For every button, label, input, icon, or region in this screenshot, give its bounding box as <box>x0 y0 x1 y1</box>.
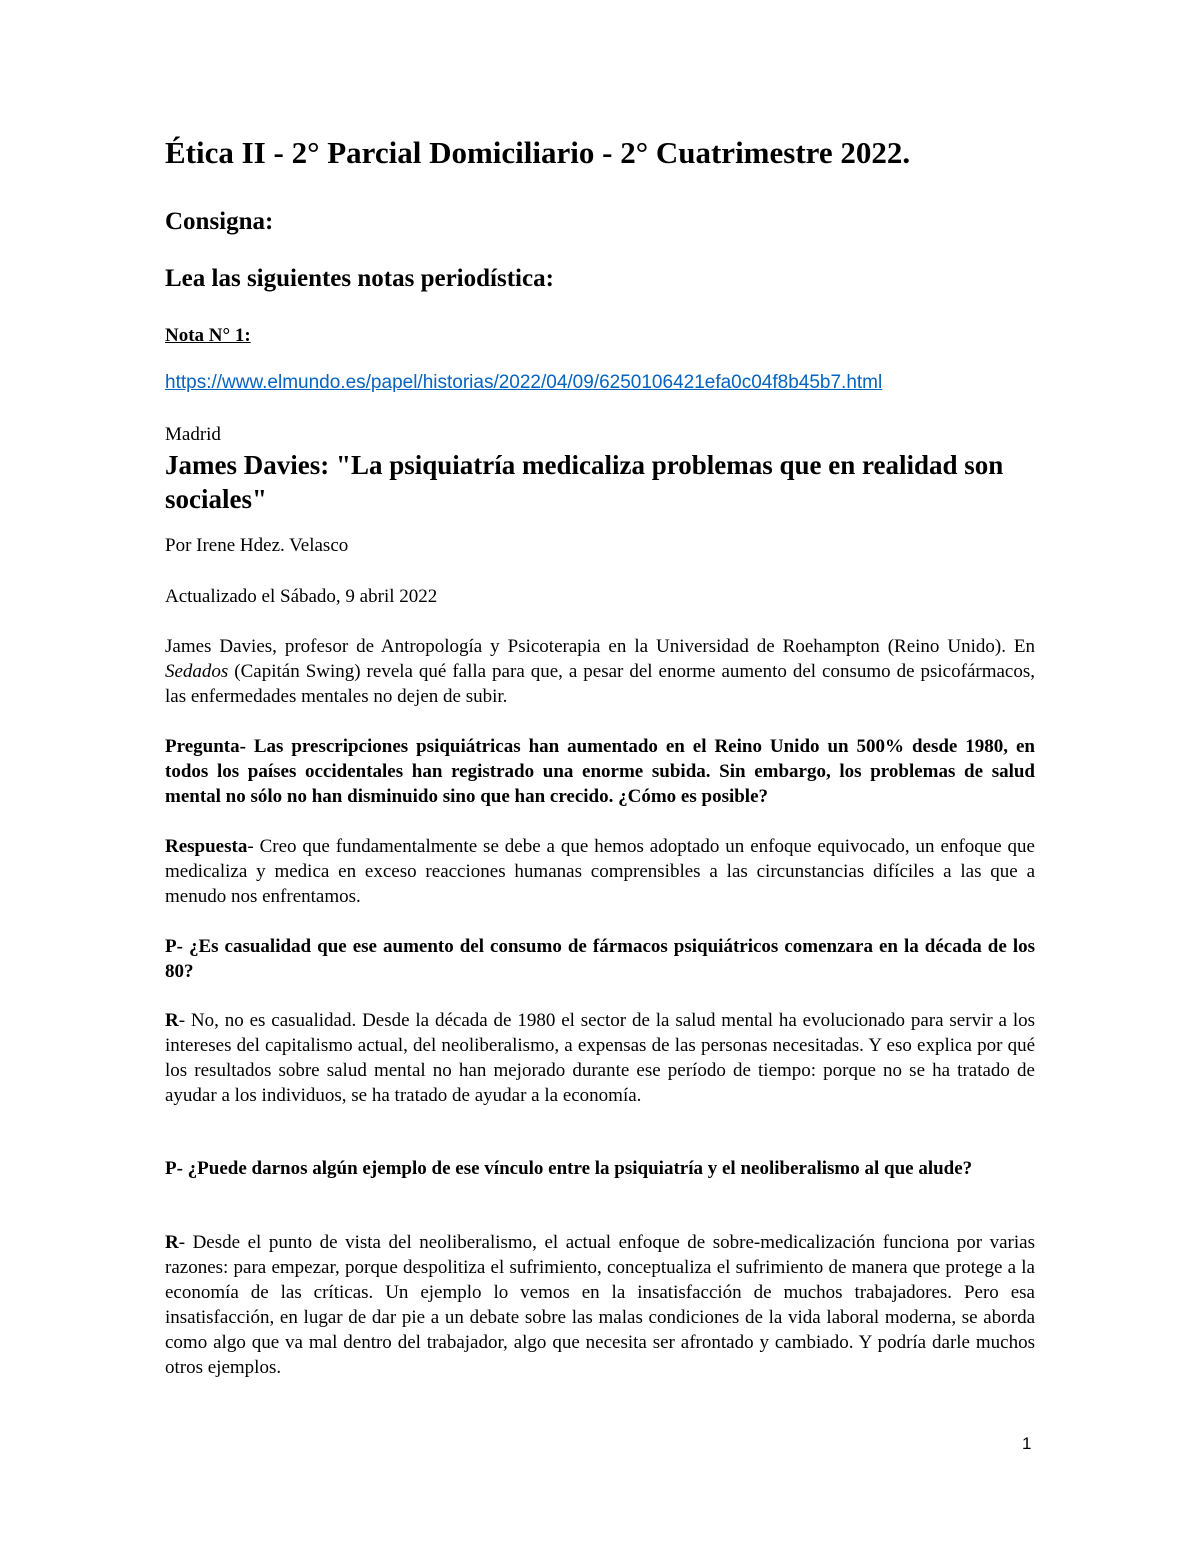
consigna-heading: Consigna: <box>165 208 274 235</box>
article-intro-paragraph <box>165 634 1035 709</box>
answer-label: Respuesta <box>165 836 248 857</box>
article-updated-date: Actualizado el Sábado, 9 abril 2022 <box>165 586 438 607</box>
question-paragraph <box>165 734 1035 809</box>
article-link[interactable]: https://www.elmundo.es/papel/historias/2022/04/09/6250106421efa0c04f8b45b7.html <box>165 372 883 393</box>
book-title: Sedados <box>165 661 229 682</box>
page-number: 1 <box>1022 1434 1032 1453</box>
article-byline: Por Irene Hdez. Velasco <box>165 535 349 556</box>
intro-text-before: James Davies, profesor de Antropología y Psicoterapia en la Universidad de Roehampton (Reino Unido). En <box>165 636 1035 657</box>
question-paragraph <box>165 1156 1035 1181</box>
answer-label: R <box>165 1232 179 1253</box>
instruction-heading: Lea las siguientes notas periodística: <box>165 265 554 292</box>
question-paragraph <box>165 934 1035 984</box>
article-headline: James Davies: "La psiquiatría medicaliza problemas que en realidad son sociales" <box>165 450 1004 514</box>
question-text: - ¿Puede darnos algún ejemplo de ese vínculo entre la psiquiatría y el neoliberalismo al que alude? <box>176 1158 973 1179</box>
intro-text-after: (Capitán Swing) revela qué falla para que, a pesar del enorme aumento del consumo de psicofármacos, las enfermedades mentales no dejen de subir. <box>165 661 1035 707</box>
answer-paragraph <box>165 1230 1035 1380</box>
answer-label: R <box>165 1010 179 1031</box>
answer-paragraph <box>165 834 1035 909</box>
question-label: P <box>165 1158 177 1179</box>
question-label: Pregunta <box>165 736 240 757</box>
answer-text: - No, no es casualidad. Desde la década de 1980 el sector de la salud mental ha evolucionado para servir a los intereses del capitalismo actual, del neoliberalismo, a expensas de las personas necesitadas. Y eso explica por qué los resultados sobre salud mental no han mejorado durante ese período de tiempo: porque no se ha tratado de ayudar a los individuos, se ha tratado de ayudar a la economía. <box>165 1010 1035 1106</box>
article-city: Madrid <box>165 424 221 445</box>
question-label: P <box>165 936 177 957</box>
answer-text: - Desde el punto de vista del neoliberalismo, el actual enfoque de sobre-medicalización funciona por varias razones: para empezar, porque despolitiza el sufrimiento, conceptualiza el sufrimiento de manera que protege a la economía de las críticas. Un ejemplo lo vemos en la insatisfacción de muchos trabajadores. Pero esa insatisfacción, en lugar de dar pie a un debate sobre las malas condiciones de la vida laboral moderna, se aborda como algo que va mal dentro del trabajador, algo que necesita ser afrontado y cambiado. Y podría darle muchos otros ejemplos. <box>165 1232 1035 1378</box>
answer-text: - Creo que fundamentalmente se debe a que hemos adoptado un enfoque equivocado, un enfoque que medicaliza y medica en exceso reacciones humanas comprensibles a las circunstancias difíciles a las que a menudo nos enfrentamos. <box>165 836 1035 907</box>
question-text: - Las prescripciones psiquiátricas han aumentado en el Reino Unido un 500% desde 1980, en todos los países occidentales han registrado una enorme subida. Sin embargo, los problemas de salud mental no sólo no han disminuido sino que han crecido. ¿Cómo es posible? <box>165 736 1035 807</box>
question-text: - ¿Es casualidad que ese aumento del consumo de fármacos psiquiátricos comenzara en la década de los 80? <box>165 936 1035 982</box>
note-label: Nota N° 1: <box>165 325 251 346</box>
document-title: Ética II - 2° Parcial Domiciliario - 2° Cuatrimestre 2022. <box>165 135 911 170</box>
answer-paragraph <box>165 1008 1035 1108</box>
